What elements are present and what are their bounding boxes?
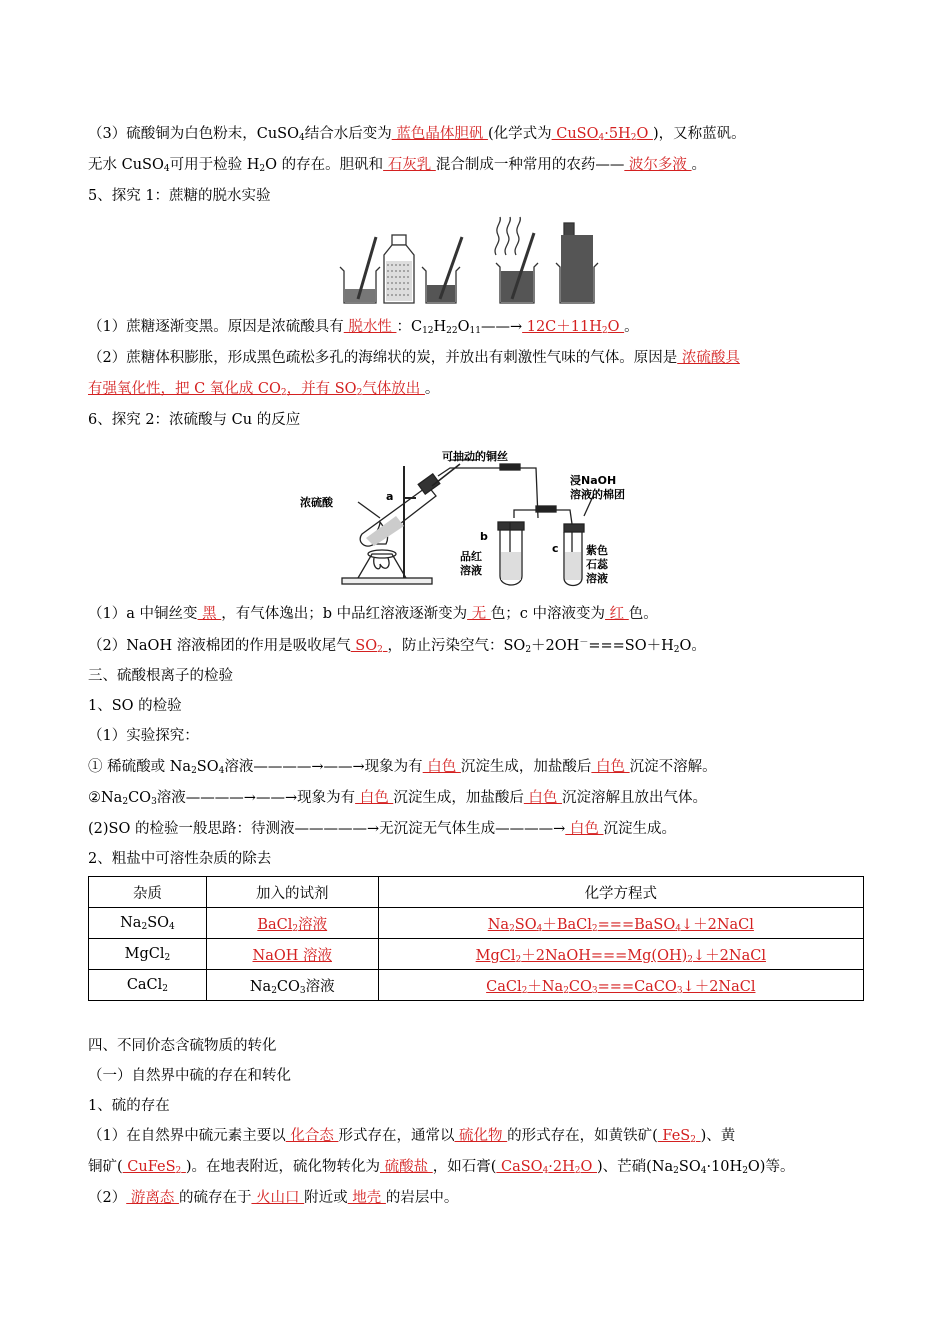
answer-blue-crystal: 蓝色晶体胆矾: [391, 126, 488, 142]
answer-sulfate: 硫酸盐: [380, 1159, 433, 1175]
heading-nature-sulfur: （一）自然界中硫的存在和转化: [88, 1068, 291, 1084]
answer-colorless: 无: [467, 606, 491, 622]
cell-reagent: BaCl$_2$溶液: [206, 908, 378, 939]
cell-reagent: $Na_2CO_3$溶液: [206, 970, 378, 1001]
heading-explore-1: 5、探究 1：蔗糖的脱水实验: [88, 188, 271, 204]
line-exp-2: $②Na_2CO_3$溶液————→——→现象为有 白色 沉淀生成，加盐酸后 白色 沉淀溶解且放出气体。: [88, 790, 708, 807]
header-impurity: 杂质: [89, 877, 207, 908]
heading-section-4: 四、不同价态含硫物质的转化: [88, 1038, 277, 1054]
label-pinhong-2: 溶液: [460, 564, 482, 577]
answer-oxidizing-2: 有强氧化性，把 C 氧化成 $CO_2$，并有 $SO_2$气体放出: [88, 381, 425, 398]
line-sucrose-expand-2: 有强氧化性，把 C 氧化成 $CO_2$，并有 $SO_2$气体放出 。: [88, 381, 440, 398]
cell-equation: $CaCl_2+Na_2CO_3===CaCO_3↓+2NaCl$: [378, 970, 863, 1001]
answer-combined-state: 化合态: [285, 1128, 339, 1144]
label-litmus-1: 紫色: [586, 544, 608, 557]
label-copper-wire: 可抽动的铜丝: [442, 450, 508, 463]
beaker-3: [495, 217, 538, 303]
answer-black: 黑: [197, 606, 222, 622]
label-conc-acid: 浓硫酸: [300, 496, 333, 509]
beaker-2: [422, 237, 462, 303]
label-naoh-2: 溶液的棉团: [570, 488, 625, 501]
line-general-idea: (2)SO 的检验一般思路：待测液—————→无沉淀无气体生成————→ 白色 沉淀生成。: [88, 821, 676, 837]
answer-volcano: 火山口: [251, 1190, 305, 1206]
line-exp-1: ① 稀硫酸或 $Na_2SO_4$溶液————→——→现象为有 白色 沉淀生成，加盐酸后 白色 沉淀不溶解。: [88, 759, 717, 776]
answer-carbon-water: $12C+11H_2O$: [522, 319, 625, 336]
cell-reagent: NaOH 溶液: [206, 939, 378, 970]
cell-impurity: CaCl$_2$: [89, 970, 207, 1001]
line-naoh-role: （2）NaOH 溶液棉团的作用是吸收尾气 $SO_2$ ，防止污染空气：$SO_2+2OH^-===SO+H_2O$。: [88, 638, 706, 655]
answer-dehydration: 脱水性: [343, 319, 397, 335]
label-naoh-1: 浸NaOH: [570, 474, 617, 487]
heading-sulfur-existence: 1、硫的存在: [88, 1098, 170, 1114]
cell-equation: $Na_2SO_4+BaCl_2===BaSO_4↓+2NaCl$: [378, 908, 863, 939]
reagent-bottle: [384, 235, 414, 303]
label-c: c: [552, 542, 559, 555]
heading-section-3: 三、硫酸根离子的检验: [88, 668, 233, 684]
answer-oxidizing-1: 浓硫酸具: [677, 350, 740, 366]
answer-red: 红: [605, 606, 629, 622]
cell-equation: $MgCl_2+2NaOH===Mg(OH)_2↓+2NaCl$: [378, 939, 863, 970]
line-sulfur-3: （2） 游离态 的硫存在于 火山口 附近或 地壳 的岩层中。: [88, 1190, 459, 1206]
answer-formula: $CuSO_4\cdot 5H_2O$: [551, 126, 653, 143]
answer-white-3: 白色: [355, 790, 394, 806]
label-a: a: [386, 490, 394, 503]
sucrose-dehydration-figure: [330, 215, 620, 307]
heading-explore-2: 6、探究 2：浓硫酸与 Cu 的反应: [88, 412, 301, 428]
heading-so-test: 1、SO 的检验: [88, 698, 182, 714]
line-copper-sulfate-2: 无水 CuSO$_4$可用于检验 $H_2O$ 的存在。胆矾和 石灰乳 混合制成一种常用的农药—— 波尔多液 。: [88, 157, 707, 174]
answer-crust: 地壳: [347, 1190, 386, 1206]
copper-acid-apparatus-figure: [300, 446, 650, 594]
table-row: [89, 908, 864, 939]
heading-experiment: （1）实验探究：: [88, 728, 199, 744]
answer-free-state: 游离态: [126, 1190, 179, 1206]
line-sulfur-1: （1）在自然界中硫元素主要以 化合态 形式存在，通常以 硫化物 的形式存在，如黄铁矿( FeS$_2$ )、黄: [88, 1128, 736, 1145]
answer-white-5: 白色: [565, 821, 604, 837]
answer-fes2: FeS$_2$: [657, 1128, 696, 1145]
table-row: [89, 970, 864, 1001]
beaker-1: [340, 237, 380, 303]
answer-lime-milk: 石灰乳: [383, 157, 436, 173]
impurity-table: [88, 876, 864, 1001]
answer-so2: $SO_2$: [350, 638, 383, 655]
line-sucrose-expand: （2）蔗糖体积膨胀，形成黑色疏松多孔的海绵状的炭，并放出有刺激性气味的气体。原因是 浓硫酸具: [88, 350, 740, 366]
table-header-row: [89, 877, 864, 908]
line-sulfur-2: 铜矿( CuFeS$_2$ )。在地表附近，硫化物转化为 硫酸盐 ，如石膏( $CaSO_4\cdot 2H_2O$ )、芒硝$(Na_2SO_4\cdot 10H_2O)$等。: [88, 1159, 795, 1176]
table-row: [89, 939, 864, 970]
label-b: b: [480, 530, 488, 543]
cell-impurity: $Na_2SO_4$: [89, 908, 207, 939]
label-pinhong-1: 品红: [460, 550, 482, 563]
cell-impurity: MgCl$_2$: [89, 939, 207, 970]
answer-white-4: 白色: [523, 790, 563, 806]
answer-cufes2: CuFeS$_2$: [122, 1159, 182, 1176]
line-observations: （1）a 中铜丝变 黑 ，有气体逸出；b 中品红溶液逐渐变为 无 色；c 中溶液变为 红 色。: [88, 606, 658, 622]
line-sucrose-black: （1）蔗糖逐渐变黑。原因是浓硫酸具有 脱水性 ：$C_{12}H_{22}O_{11}——\to 12C+11H_2O$ 。: [88, 319, 639, 336]
line-copper-sulfate-1: （3）硫酸铜为白色粉末，CuSO$_4$结合水后变为 蓝色晶体胆矾 (化学式为 $CuSO_4\cdot 5H_2O$ )，又称蓝矾。: [88, 126, 746, 143]
answer-bordeaux: 波尔多液: [624, 157, 692, 173]
label-litmus-3: 溶液: [586, 572, 608, 585]
answer-gypsum: $CaSO_4\cdot 2H_2O$: [496, 1159, 598, 1176]
header-equation: 化学方程式: [378, 877, 863, 908]
header-reagent: 加入的试剂: [206, 877, 378, 908]
heading-crude-salt: 2、粗盐中可溶性杂质的除去: [88, 851, 272, 867]
answer-white-2: 白色: [591, 759, 630, 775]
beaker-4: [556, 223, 598, 303]
answer-sulfide: 硫化物: [454, 1128, 508, 1144]
label-litmus-2: 石蕊: [586, 558, 608, 571]
answer-white-1: 白色: [422, 759, 461, 775]
